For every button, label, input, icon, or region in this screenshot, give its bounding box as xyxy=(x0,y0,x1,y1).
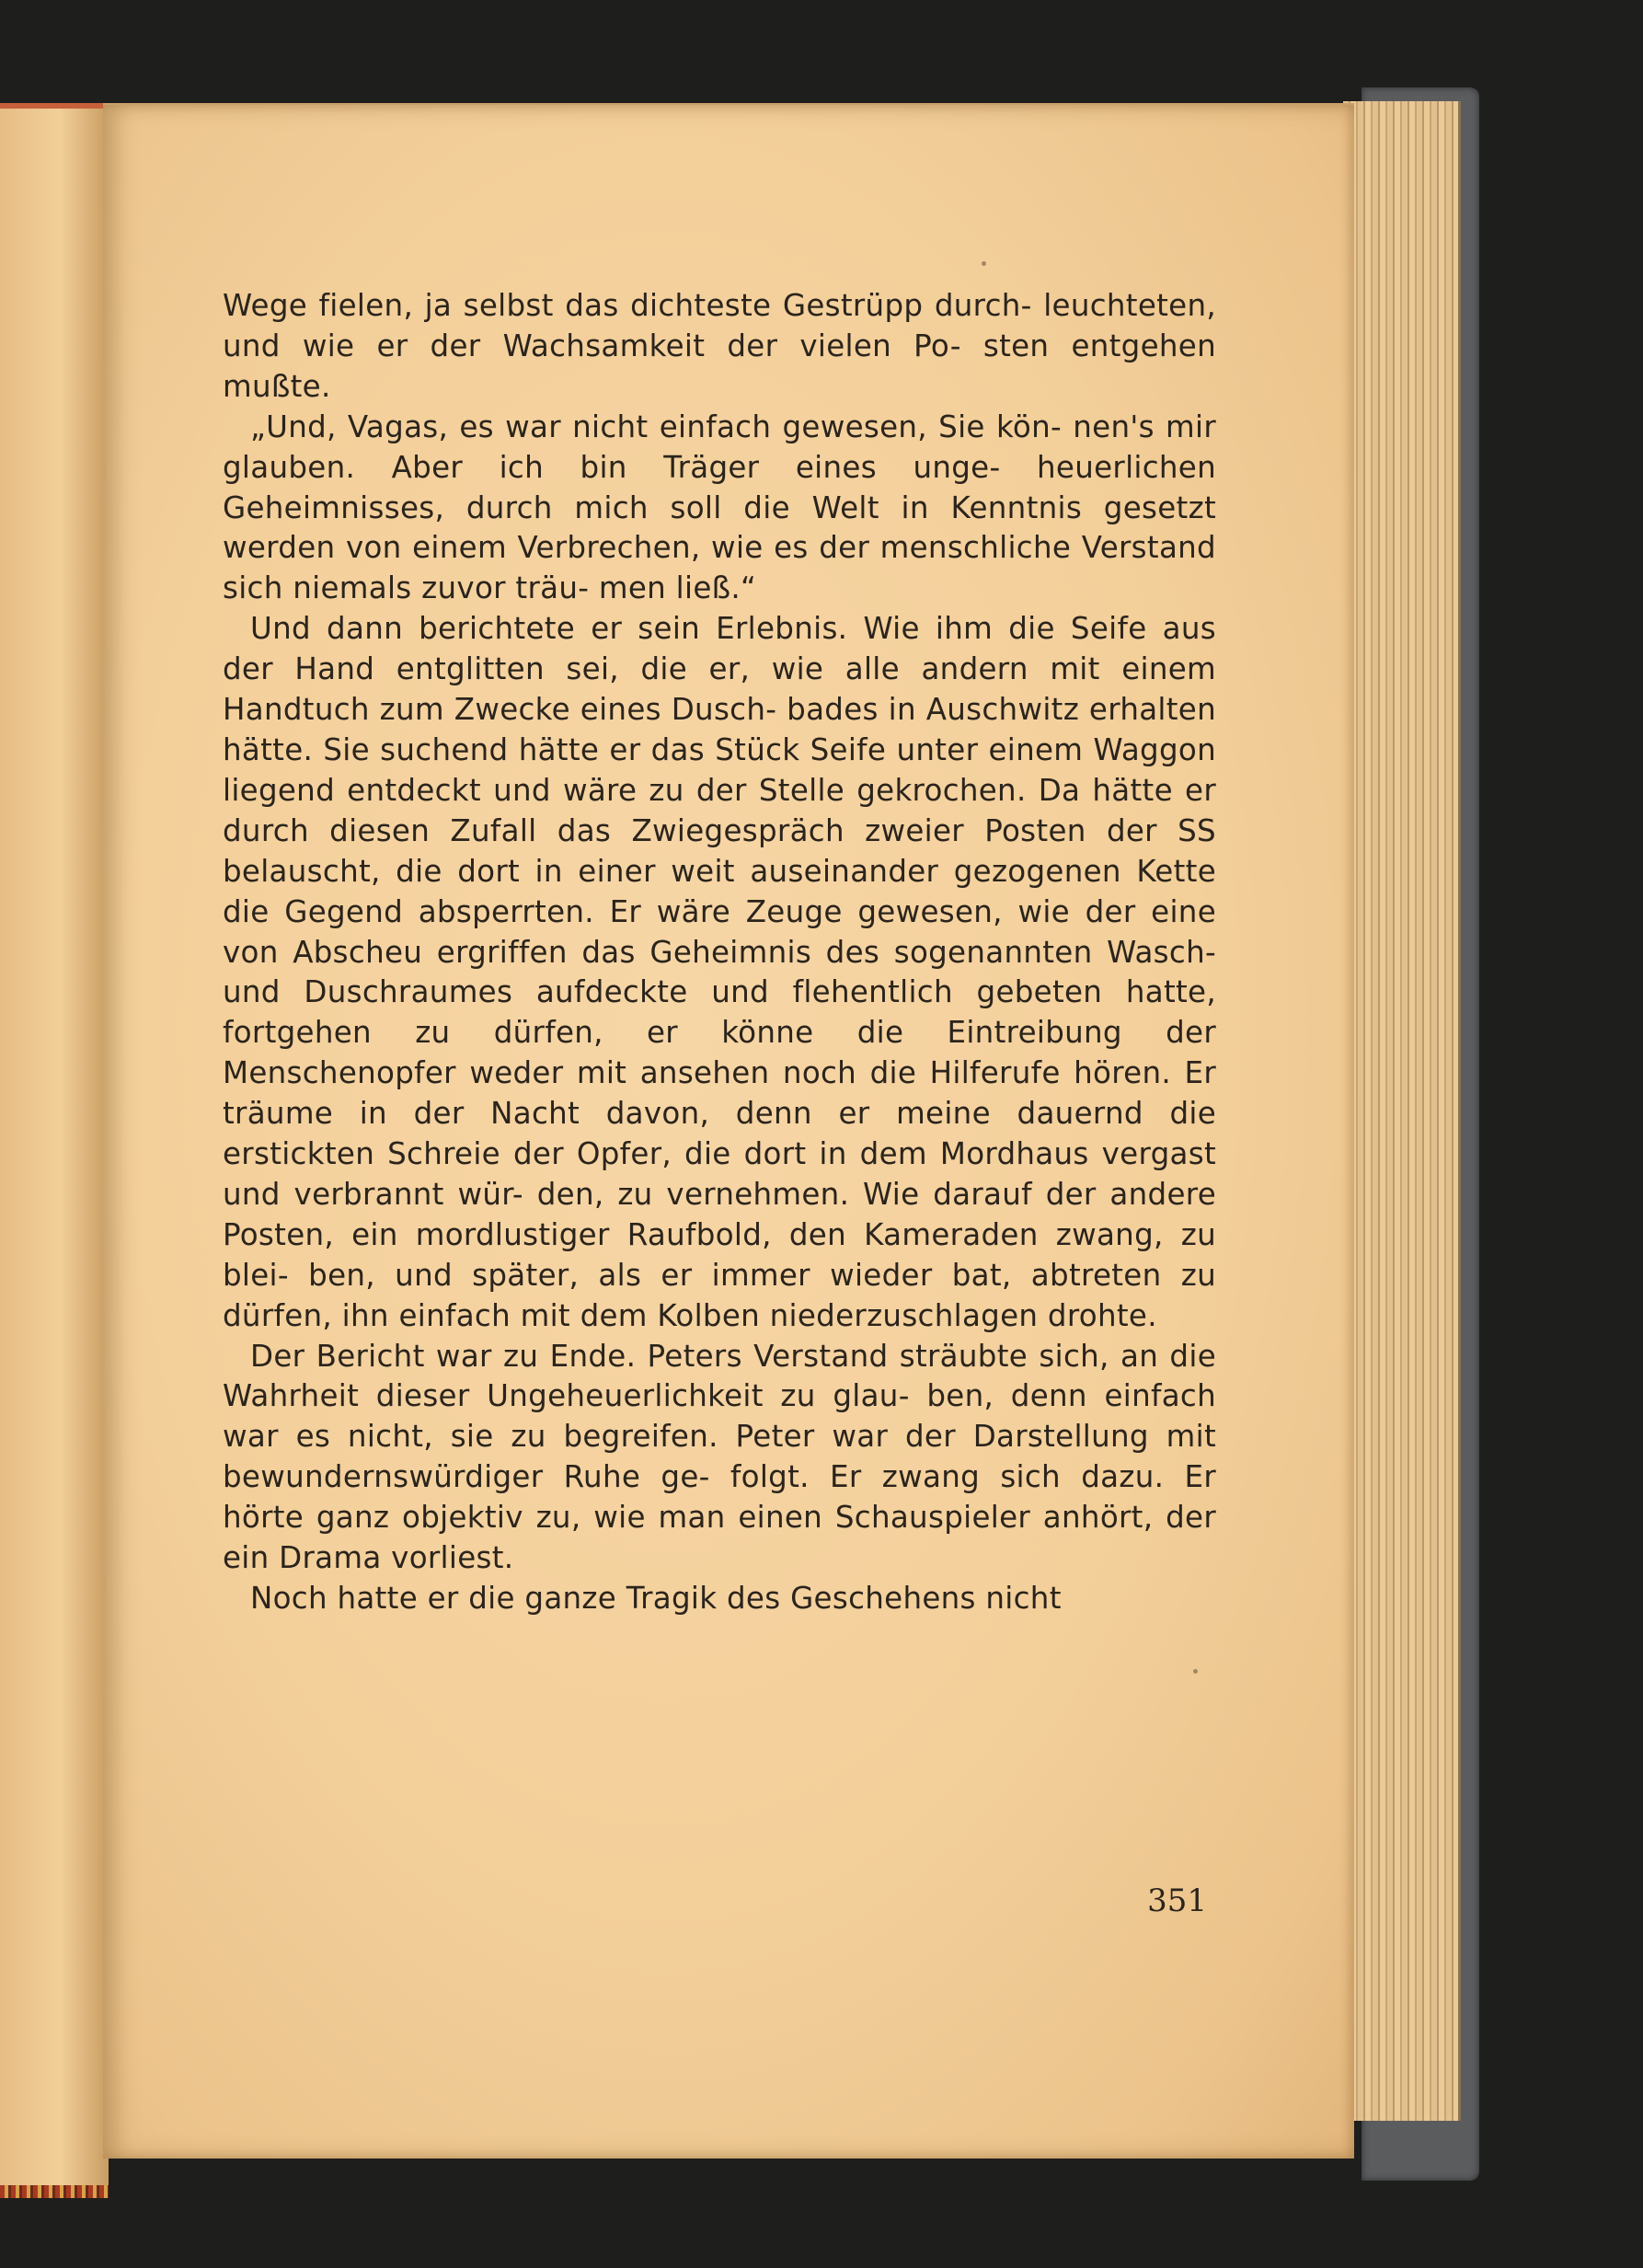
body-text xyxy=(223,286,1216,1619)
page-number: 351 xyxy=(1147,1882,1207,1919)
paper-speck xyxy=(982,261,986,266)
book-page xyxy=(103,103,1354,2159)
paragraph-2: „Und, Vagas, es war nicht einfach gewesen, Sie kön- nen's mir glauben. Aber ich bin Träger eines unge- heuerlichen Geheimnisses, durch mich soll die Welt in Kenntnis gesetzt werden von einem Verbrechen, wie es der menschliche Verstand sich niemals zuvor träu- men ließ.“ xyxy=(223,409,1216,606)
paper-speck xyxy=(1193,1669,1198,1674)
paragraph-5: Noch hatte er die ganze Tragik des Geschehens nicht xyxy=(250,1581,1062,1616)
page-edges xyxy=(1343,101,1461,2121)
paragraph-1: Wege fielen, ja selbst das dichteste Gestrüpp durch- leuchteten, und wie er der Wachsamkeit der vielen Po- sten entgehen mußte. xyxy=(223,288,1216,404)
left-page-fragment xyxy=(0,103,109,2193)
paragraph-3: Und dann berichtete er sein Erlebnis. Wie ihm die Seife aus der Hand entglitten sei, die er, wie alle andern mit einem Handtuch zum Zwecke eines Dusch- bades in Auschwitz erhalten hätte. Sie suchend hätte er das Stück Seife unter einem Waggon liegend entdeckt und wäre zu der Stelle gekrochen. Da hätte er durch diesen Zufall das Zwiegespräch zweier Posten der SS belauscht, die dort in einer weit auseinander gezogenen Kette die Gegend absperrten. Er wäre Zeuge gewesen, wie der eine von Abscheu ergriffen das Geheimnis des sogenannten Wasch- und Duschraumes aufdeckte und flehentlich gebeten hatte, fortgehen zu dürfen, er könne die Eintreibung der Menschenopfer weder mit ansehen noch die Hilferufe hören. Er träume in der Nacht davon, denn er meine dauernd die erstickten Schreie der Opfer, die dort in dem Mordhaus vergast und verbrannt wür- den, zu vernehmen. Wie darauf der andere Posten, ein mordlustiger Raufbold, den Kameraden zwang, zu blei- ben, und später, als er immer wieder bat, abtreten zu dürfen, ihn einfach mit dem Kolben niederzuschlagen drohte. xyxy=(223,611,1216,1333)
paragraph-4: Der Bericht war zu Ende. Peters Verstand sträubte sich, an die Wahrheit dieser Ungeheuerlichkeit zu glau- ben, denn einfach war es nicht, sie zu begreifen. Peter war der Darstellung mit bewundernswürdiger Ruhe ge- folgt. Er zwang sich dazu. Er hörte ganz objektiv zu, wie man einen Schauspieler anhört, der ein Drama vorliest. xyxy=(223,1338,1216,1576)
